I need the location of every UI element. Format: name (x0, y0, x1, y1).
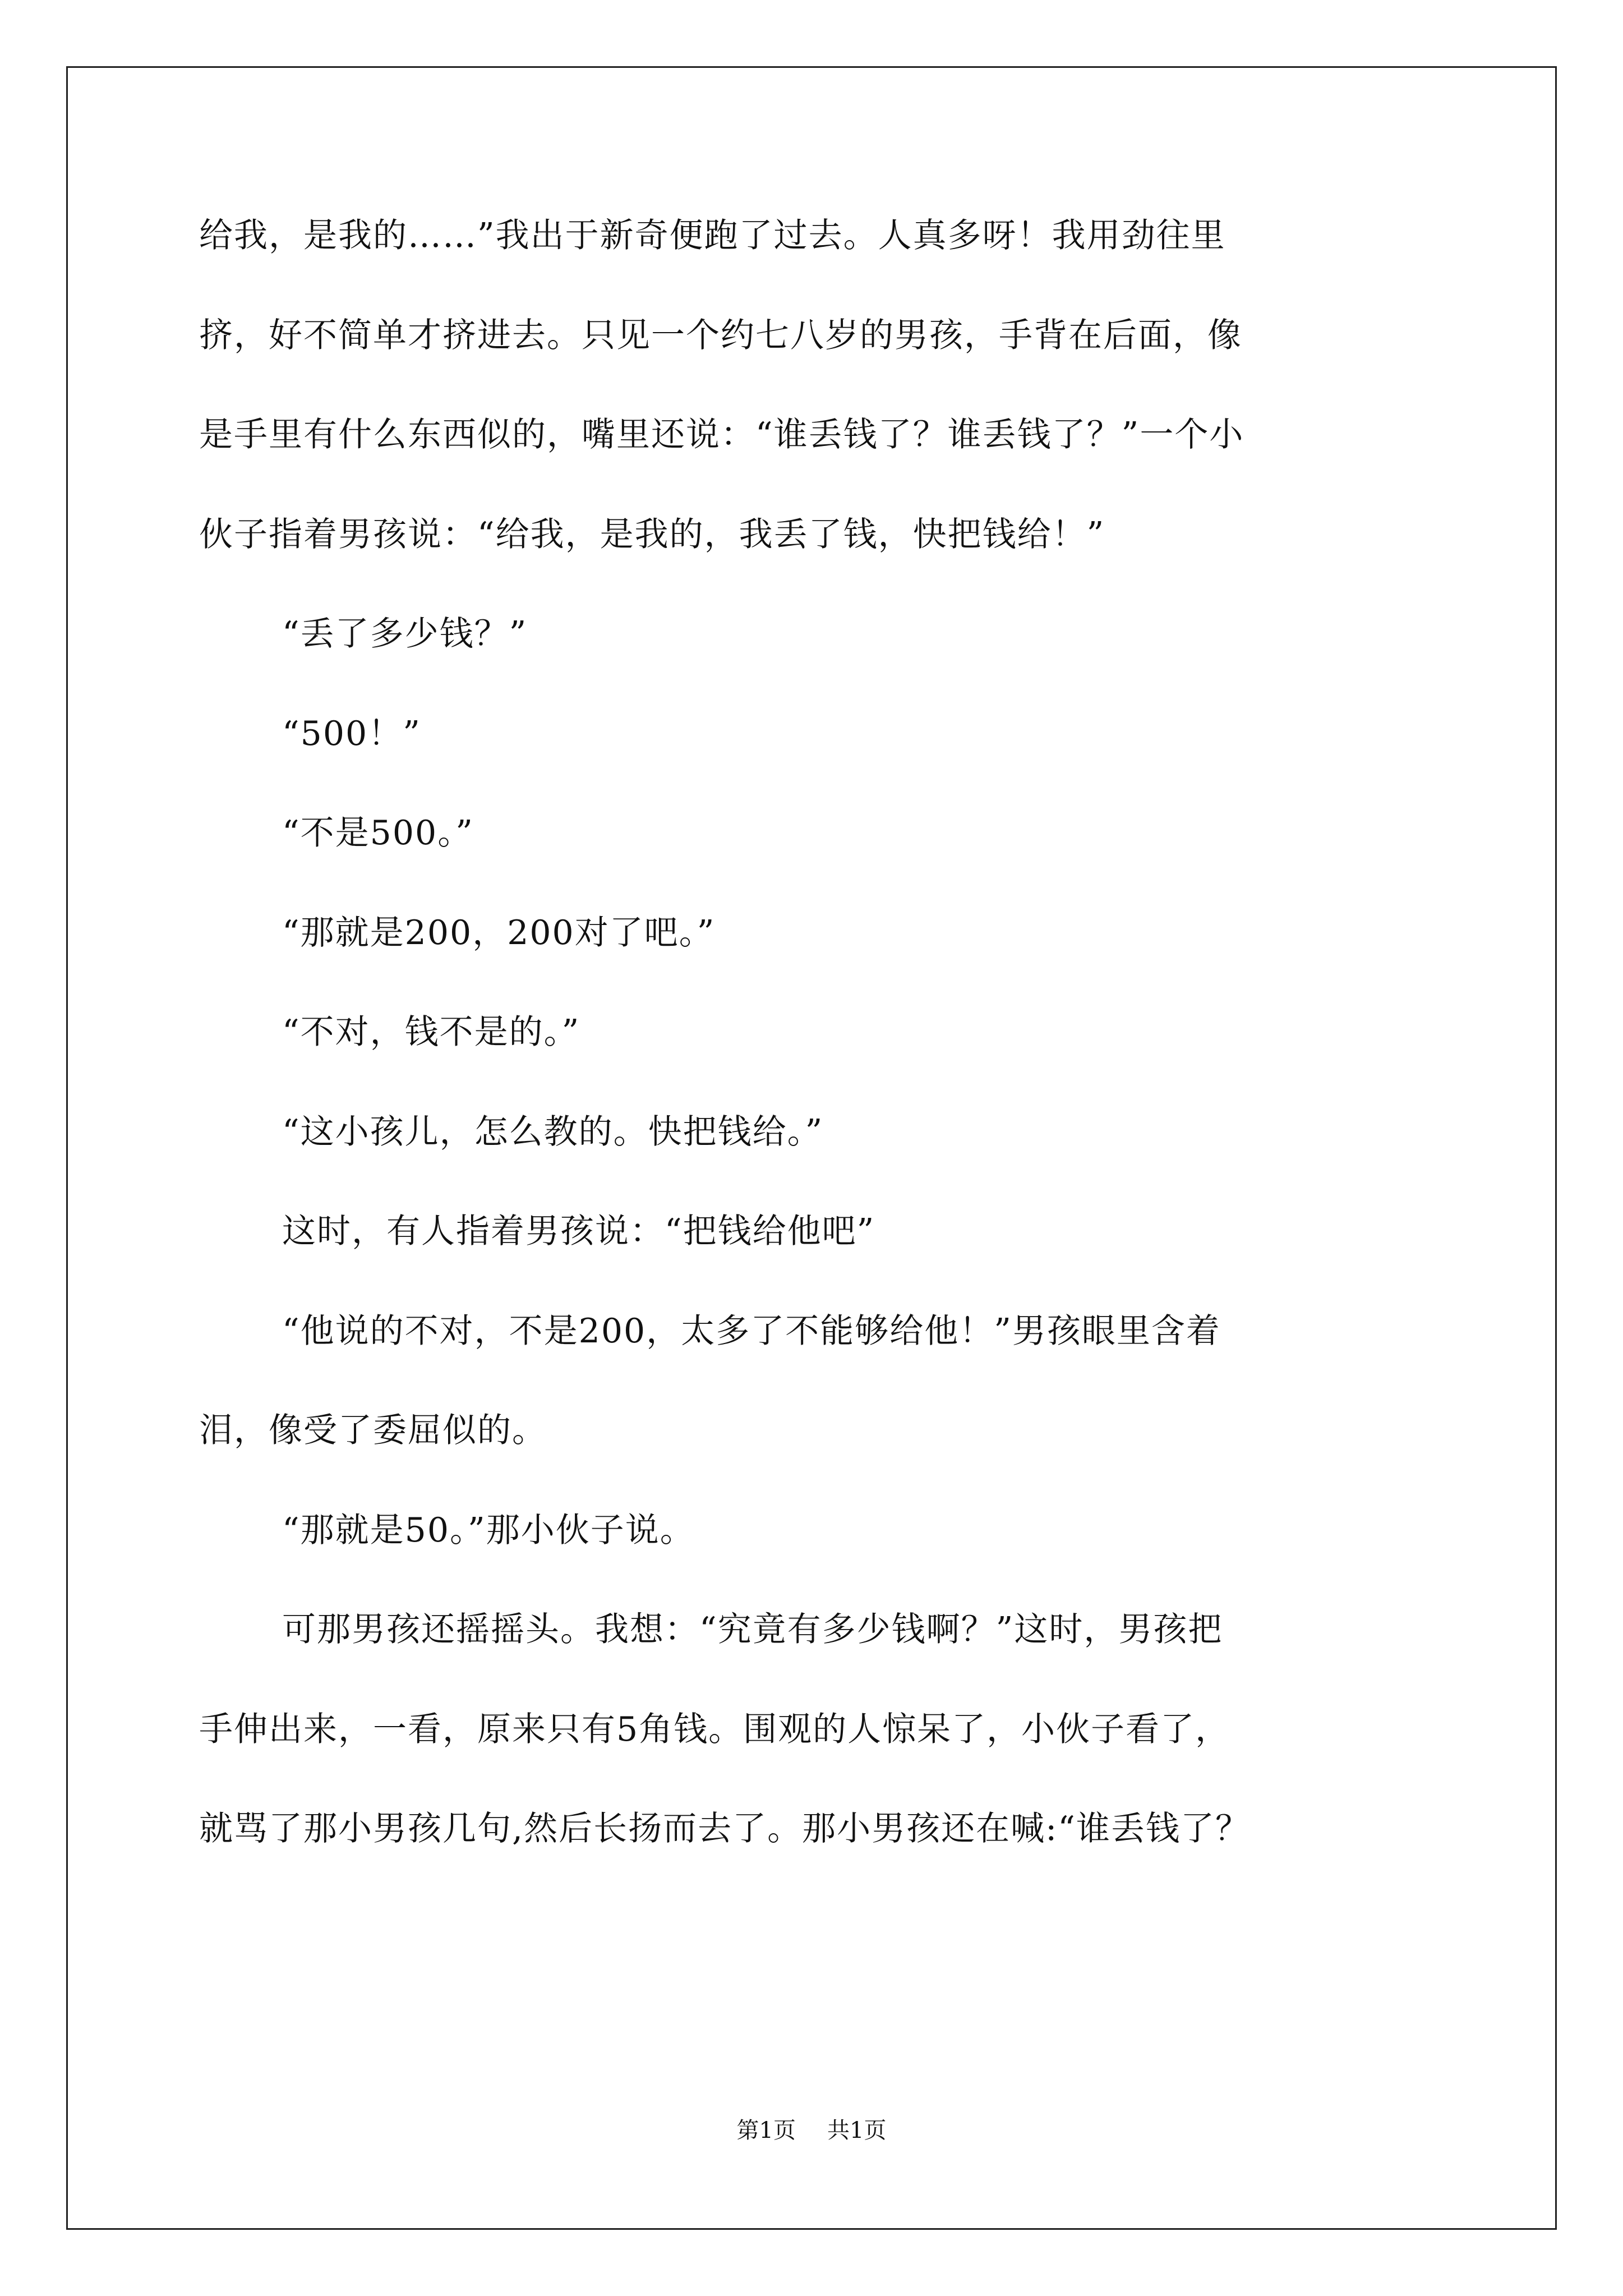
text-line: 就骂了那小男孩几句,然后长扬而去了。那小男孩还在喊:“谁丢钱了？ (199, 1809, 1250, 1848)
text-line: “不对，钱不是的。” (282, 1013, 580, 1052)
text-line: “500！” (282, 714, 421, 753)
text-line: 可那男孩还摇摇头。我想：“究竟有多少钱啊？”这时，男孩把 (282, 1610, 1223, 1649)
text-line: 手伸出来，一看，原来只有5角钱。围观的人惊呆了，小伙子看了， (199, 1709, 1230, 1749)
document-body (199, 216, 1427, 1912)
text-line: “不是500。” (282, 813, 474, 853)
text-line: “那就是50。”那小伙子说。 (282, 1510, 695, 1550)
text-line: 挤，好不简单才挤进去。只见一个约七八岁的男孩，手背在后面，像 (199, 315, 1242, 355)
text-line: 给我，是我的……”我出于新奇便跑了过去。人真多呀！我用劲往里 (199, 216, 1226, 255)
text-line: 伙子指着男孩说：“给我，是我的，我丢了钱，快把钱给！” (199, 514, 1105, 554)
page-total: 共1页 (827, 2118, 887, 2143)
text-line: “他说的不对，不是200，太多了不能够给他！”男孩眼里含着 (282, 1311, 1221, 1351)
text-line: “那就是200，200对了吧。” (282, 913, 716, 953)
text-line: 是手里有什么东西似的，嘴里还说：“谁丢钱了？谁丢钱了？”一个小 (199, 415, 1244, 454)
page-number: 第1页 (736, 2118, 796, 2143)
page-footer (0, 2118, 1623, 2143)
text-line: 泪，像受了委屈似的。 (199, 1411, 547, 1450)
text-line: “这小孩儿，怎么教的。快把钱给。” (282, 1112, 824, 1152)
text-line: “丢了多少钱？” (282, 614, 528, 654)
text-line: 这时，有人指着男孩说：“把钱给他吧” (282, 1212, 875, 1251)
